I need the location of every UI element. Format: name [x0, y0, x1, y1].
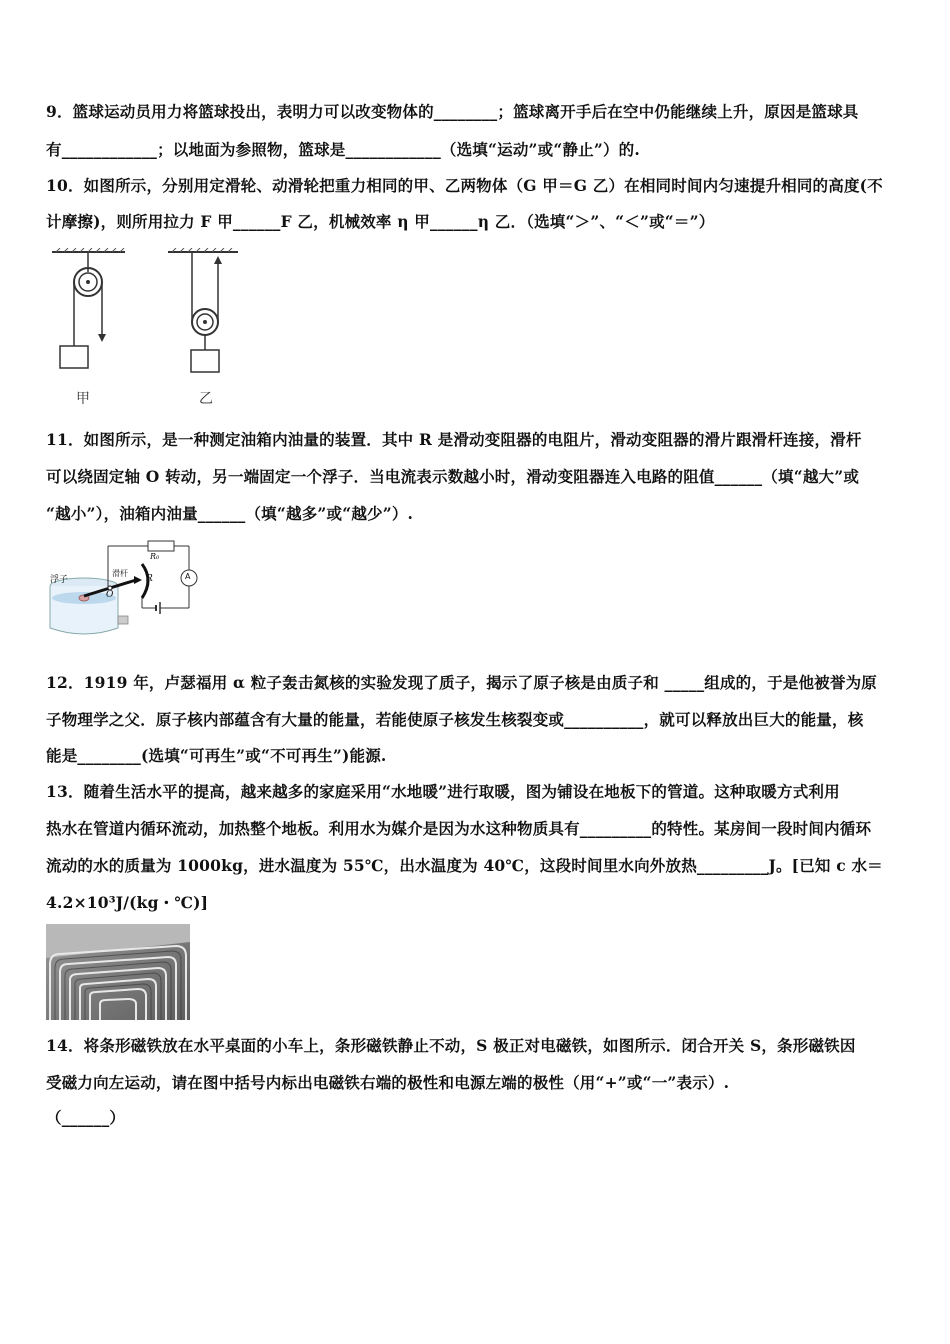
label-r0: R₀ [150, 552, 160, 561]
q14-line-1: 14．将条形磁铁放在水平桌面的小车上，条形磁铁静止不动，S 极正对电磁铁，如图所示．闭合开关 S，条形磁铁因 [46, 1036, 856, 1055]
q10-line-1: 10．如图所示，分别用定滑轮、动滑轮把重力相同的甲、乙两物体（G 甲＝G 乙）在相同时间内匀速提升相同的高度(不 [46, 176, 883, 195]
movable-pulley-diagram [168, 248, 238, 372]
q13-line-3: 流动的水的质量为 1000kg，进水温度为 55℃，出水温度为 40℃，这段时间里水向外放热_________J。[已知 c 水＝ [46, 856, 883, 875]
pulley-figure [50, 248, 250, 408]
q14-line-3: （______） [46, 1108, 126, 1127]
q11-line-1: 11．如图所示，是一种测定油箱内油量的装置．其中 R 是滑动变阻器的电阻片，滑动变阻器的滑片跟滑杆连接，滑杆 [46, 430, 862, 449]
oil-gauge-figure [44, 536, 212, 644]
q13-line-1: 13．随着生活水平的提高，越来越多的家庭采用“水地暖”进行取暖，图为铺设在地板下的管道。这种取暖方式利用 [46, 782, 840, 801]
q12-line-1: 12．1919 年，卢瑟福用 α 粒子轰击氮核的实验发现了质子，揭示了原子核是由质子和 _____组成的，于是他被誉为原 [46, 673, 877, 692]
floor-heating-photo [46, 924, 190, 1020]
label-lever: 滑杆 [112, 569, 128, 578]
caption-yi: 乙 [199, 391, 213, 407]
fixed-pulley-diagram [52, 248, 125, 368]
q11-line-2: 可以绕固定轴 O 转动，另一端固定一个浮子．当电流表示数越小时，滑动变阻器连入电路的阻值______（填“越大”或 [46, 467, 860, 486]
label-ammeter: A [185, 572, 191, 581]
caption-jia: 甲 [76, 391, 90, 407]
q13-line-4: 4.2×10³J/(kg・℃)] [46, 893, 209, 912]
q10-line-2: 计摩擦)，则所用拉力 F 甲______F 乙，机械效率 η 甲______η 乙．（选填“＞”、“＜”或“＝”） [46, 212, 715, 231]
q12-line-2: 子物理学之父．原子核内部蕴含有大量的能量，若能使原子核发生核裂变或__________，就可以释放出巨大的能量，核 [46, 710, 864, 729]
q11-line-3: “越小”），油箱内油量______（填“越多”或“越少”）. [46, 504, 414, 523]
label-o: O [106, 590, 114, 600]
q12-line-3: 能是________(选填“可再生”或“不可再生”)能源. [46, 746, 387, 765]
q14-line-2: 受磁力向左运动，请在图中括号内标出电磁铁右端的极性和电源左端的极性（用“+”或“一”表示）. [46, 1073, 730, 1092]
q9-line-1: 9．篮球运动员用力将篮球投出，表明力可以改变物体的________；篮球离开手后在空中仍能继续上升，原因是篮球具 [46, 102, 859, 121]
q9-line-2: 有____________；以地面为参照物，篮球是____________（选填“运动”或“静止”）的. [46, 140, 640, 159]
label-r: R [146, 574, 153, 584]
label-float: 浮子 [50, 575, 69, 585]
q13-line-2: 热水在管道内循环流动，加热整个地板。利用水为媒介是因为水这种物质具有_________的特性。某房间一段时间内循环 [46, 819, 872, 838]
